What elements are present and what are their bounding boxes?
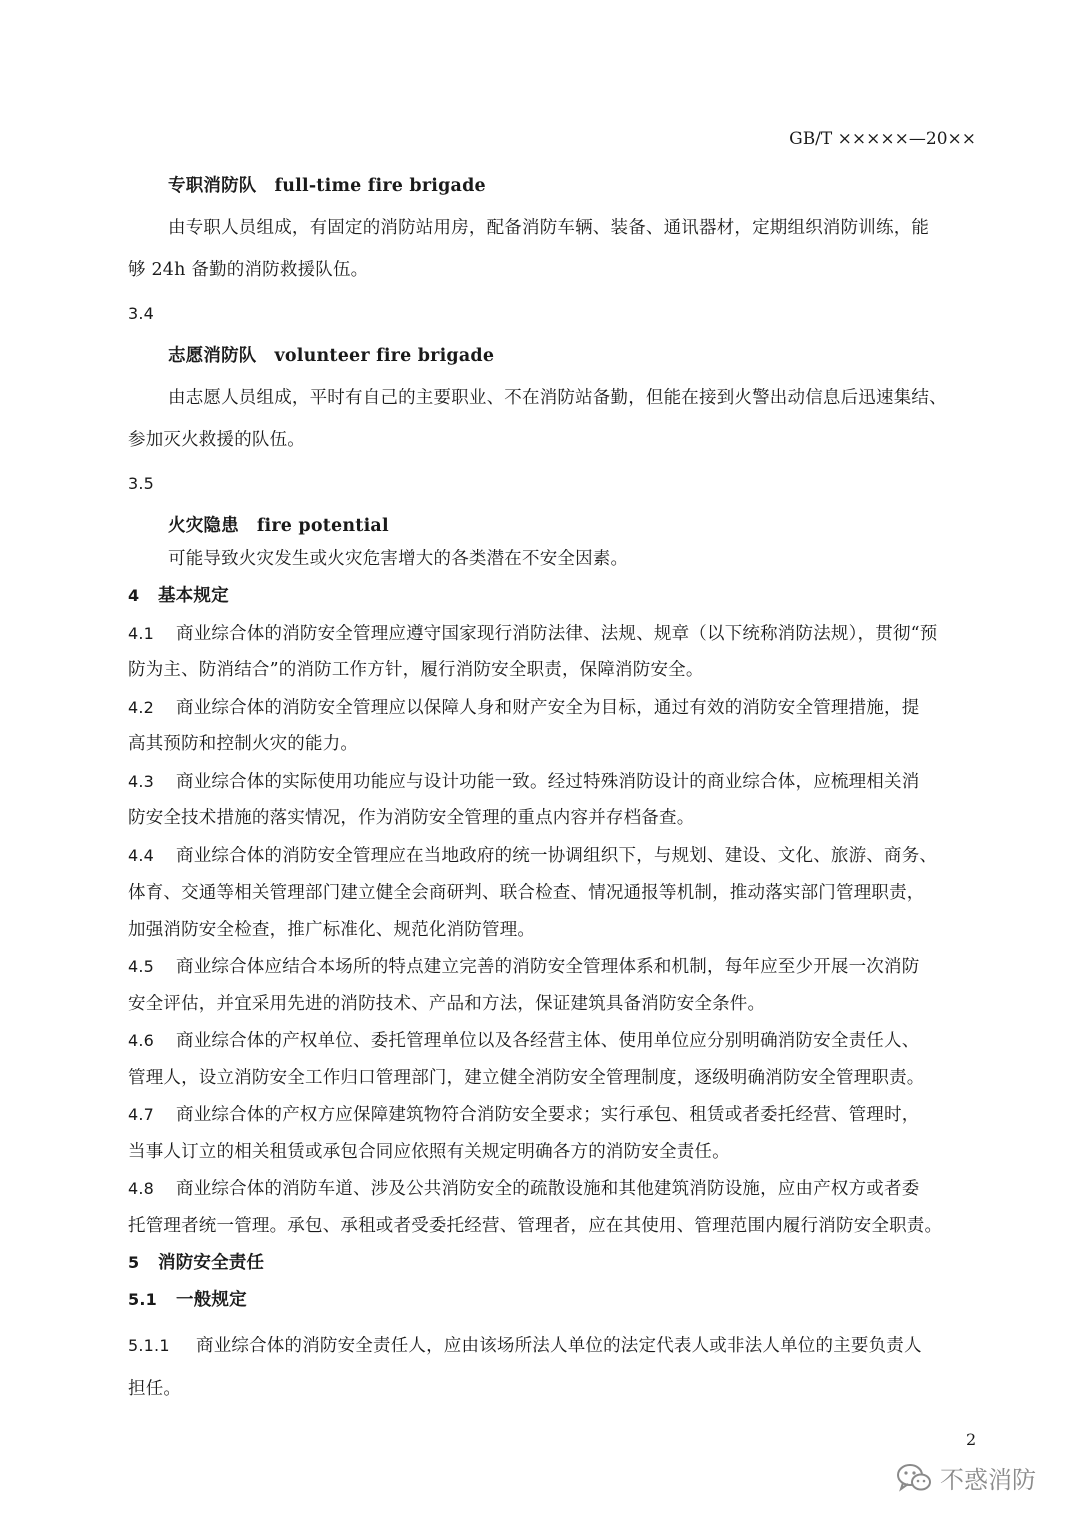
term-zh: 火灾隐患 (168, 516, 239, 536)
term-heading (168, 344, 978, 368)
clause-line: 管理人，设立消防安全工作归口管理部门，建立健全消防安全管理制度，逐级明确消防安全管理职责。 (128, 1068, 925, 1088)
term-number: 3.4 (128, 304, 155, 323)
clause-line: 4.3 商业综合体的实际使用功能应与设计功能一致。经过特殊消防设计的商业综合体，应梳理相关消 (128, 772, 920, 792)
clause-number: 4.8 (128, 1179, 155, 1198)
clause-number: 4.4 (128, 846, 155, 865)
clause-number: 4.7 (128, 1105, 155, 1124)
clause-line: 体育、交通等相关管理部门建立健全会商研判、联合检查、情况通报等机制，推动落实部门管理职责， (128, 883, 925, 903)
chapter-number: 5 (128, 1253, 140, 1272)
term-heading (168, 174, 978, 198)
clause-number: 4.2 (128, 698, 155, 717)
term-definition-line: 由志愿人员组成，平时有自己的主要职业、不在消防站备勤，但能在接到火警出动信息后迅速集结、 (168, 388, 947, 408)
clause-line: 4.2 商业综合体的消防安全管理应以保障人身和财产安全为目标，通过有效的消防安全管理措施，提 (128, 698, 920, 718)
term-definition-line: 参加灭火救援的队伍。 (128, 430, 305, 450)
term-definition-line: 可能导致火灾发生或火灾危害增大的各类潜在不安全因素。 (168, 549, 629, 569)
standard-code: GB/T ×××××—20×× (789, 129, 976, 149)
clause-number: 4.6 (128, 1031, 155, 1050)
term-zh: 志愿消防队 (168, 346, 257, 366)
clause-line: 4.6 商业综合体的产权单位、委托管理单位以及各经营主体、使用单位应分别明确消防安全责任人、 (128, 1031, 920, 1051)
chapter-number: 4 (128, 586, 140, 605)
watermark (896, 1460, 1036, 1495)
term-en: fire potential (256, 516, 389, 536)
clause-line: 安全评估，并宜采用先进的消防技术、产品和方法，保证建筑具备消防安全条件。 (128, 994, 766, 1014)
term-heading (168, 514, 978, 538)
chapter-title: 基本规定 (158, 586, 229, 606)
clause-line: 4.5 商业综合体应结合本场所的特点建立完善的消防安全管理体系和机制，每年应至少开展一次消防 (128, 957, 920, 977)
clause-number: 4.3 (128, 772, 155, 791)
term-definition-line: 够 24h 备勤的消防救援队伍。 (128, 260, 369, 280)
clause-line: 5.1.1 商业综合体的消防安全责任人，应由该场所法人单位的法定代表人或非法人单位的主要负责人 (128, 1336, 922, 1356)
subsection-heading (128, 1288, 978, 1312)
clause-line: 当事人订立的相关租赁或承包合同应依照有关规定明确各方的消防安全责任。 (128, 1142, 730, 1162)
term-definition-line: 由专职人员组成，有固定的消防站用房，配备消防车辆、装备、通讯器材，定期组织消防训练，能 (168, 218, 930, 238)
clause-line: 托管理者统一管理。承包、承租或者受委托经营、管理者，应在其使用、管理范围内履行消防安全职责。 (128, 1216, 943, 1236)
clause-line: 高其预防和控制火灾的能力。 (128, 734, 359, 754)
clause-number: 5.1.1 (128, 1336, 170, 1355)
clause-line: 4.8 商业综合体的消防车道、涉及公共消防安全的疏散设施和其他建筑消防设施，应由产权方或者委 (128, 1179, 920, 1199)
clause-line: 加强消防安全检查，推广标准化、规范化消防管理。 (128, 920, 536, 940)
clause-line: 担任。 (128, 1379, 182, 1399)
term-zh: 专职消防队 (168, 176, 257, 196)
term-en: full-time fire brigade (274, 176, 486, 196)
subsection-number: 5.1 (128, 1290, 157, 1309)
page-number: 2 (966, 1430, 977, 1449)
clause-number: 4.1 (128, 624, 155, 643)
clause-line: 防安全技术措施的落实情况，作为消防安全管理的重点内容并存档备查。 (128, 808, 695, 828)
watermark-text: 不惑消防 (940, 1466, 1036, 1494)
clause-line: 防为主、防消结合”的消防工作方针，履行消防安全职责，保障消防安全。 (128, 660, 704, 680)
subsection-title: 一般规定 (176, 1290, 247, 1310)
wechat-icon (896, 1463, 932, 1493)
chapter-heading (128, 584, 978, 608)
clause-line: 4.7 商业综合体的产权方应保障建筑物符合消防安全要求；实行承包、租赁或者委托经营、管理时， (128, 1105, 920, 1125)
term-en: volunteer fire brigade (274, 346, 495, 366)
clause-number: 4.5 (128, 957, 155, 976)
clause-line: 4.1 商业综合体的消防安全管理应遵守国家现行消防法律、法规、规章（以下统称消防法规），贯彻“预 (128, 624, 938, 644)
chapter-heading (128, 1251, 978, 1275)
term-number: 3.5 (128, 474, 155, 493)
chapter-title: 消防安全责任 (158, 1253, 265, 1273)
clause-line: 4.4 商业综合体的消防安全管理应在当地政府的统一协调组织下，与规划、建设、文化、旅游、商务、 (128, 846, 938, 866)
